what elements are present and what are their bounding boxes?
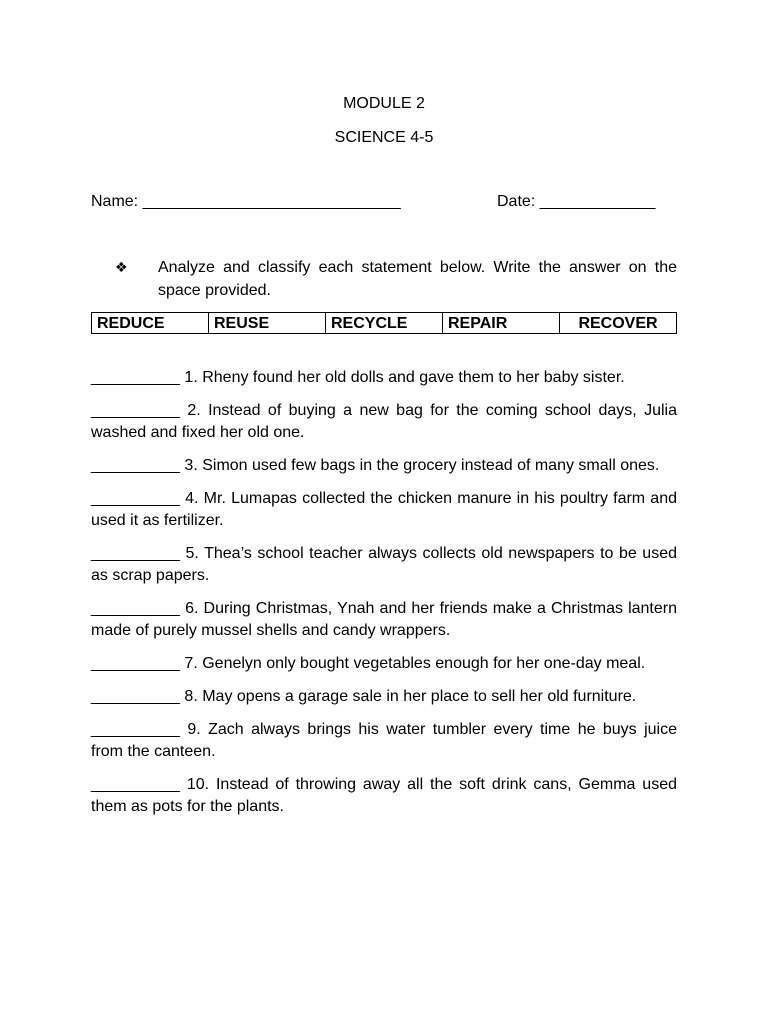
choices-table [91,312,677,334]
question-4: __________ 4. Mr. Lumapas collected the chicken manure in his poultry farm and used it as fertilizer. [91,490,677,529]
question-3: __________ 3. Simon used few bags in the grocery instead of many small ones. [91,457,660,474]
name-field: Name: _____________________________ [91,193,401,210]
instruction-text: Analyze and classify each statement below. Write the answer on the space provided. [158,259,677,299]
question-2: __________ 2. Instead of buying a new bag for the coming school days, Julia washed and fixed her old one. [91,402,677,441]
date-field: Date: _____________ [497,193,656,210]
question-6: __________ 6. During Christmas, Ynah and her friends make a Christmas lantern made of purely mussel shells and candy wrappers. [91,600,677,639]
instruction [91,256,677,302]
choice-repair: REPAIR [443,313,560,334]
question-1: __________ 1. Rheny found her old dolls and gave them to her baby sister. [91,369,625,386]
module-title: MODULE 2 [343,95,425,112]
choice-reuse: REUSE [209,313,326,334]
choice-recover: RECOVER [560,313,677,334]
diamond-bullet-icon: ❖ [115,259,128,275]
questions-list [91,367,677,829]
choices-row [92,313,677,334]
choice-recycle: RECYCLE [326,313,443,334]
question-5: __________ 5. Thea’s school teacher always collects old newspapers to be used as scrap papers. [91,545,677,584]
choice-reduce: REDUCE [92,313,209,334]
question-7: __________ 7. Genelyn only bought vegetables enough for her one-day meal. [91,655,646,672]
question-10: __________ 10. Instead of throwing away all the soft drink cans, Gemma used them as pots for the plants. [91,776,677,815]
subject-title: SCIENCE 4-5 [334,129,434,146]
question-8: __________ 8. May opens a garage sale in her place to sell her old furniture. [91,688,637,705]
question-9: __________ 9. Zach always brings his water tumbler every time he buys juice from the canteen. [91,721,677,760]
